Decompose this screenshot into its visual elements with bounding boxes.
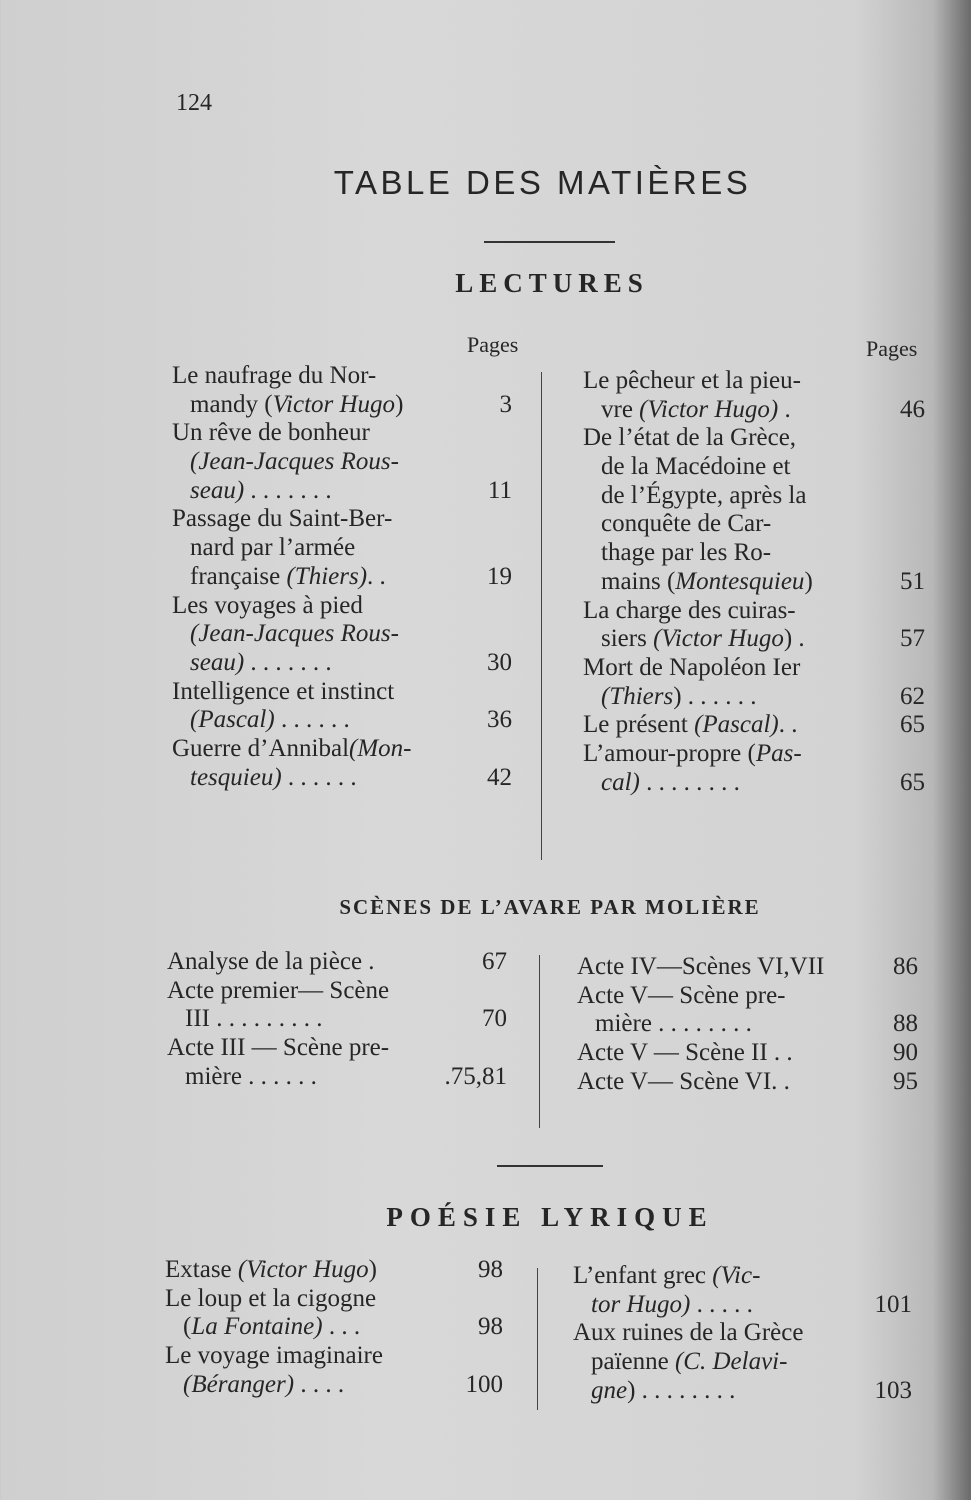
entry-text: L’enfant grec xyxy=(573,1262,713,1289)
toc-line xyxy=(583,424,925,453)
toc-line xyxy=(583,597,925,626)
author-text: (Thiers xyxy=(601,682,674,710)
toc-line xyxy=(172,534,512,563)
entry-text: De l’état de la Grèce, xyxy=(583,424,797,452)
page-ref: 100 xyxy=(465,1370,503,1398)
toc-line xyxy=(573,1348,912,1377)
author-text: Victor Hugo xyxy=(272,390,396,418)
toc-line xyxy=(583,769,925,798)
toc-line xyxy=(172,477,512,506)
entry-text: Acte V— Scène pre- xyxy=(577,981,786,1009)
page-ref: 36 xyxy=(487,706,512,734)
page-ref: 88 xyxy=(893,1010,918,1038)
page-ref: 30 xyxy=(487,648,512,676)
page-ref: 95 xyxy=(893,1067,918,1095)
entry-text: La charge des cuiras- xyxy=(583,596,796,624)
author-text: tor Hugo) xyxy=(591,1290,691,1318)
author-text: Pas- xyxy=(755,739,802,767)
toc-line xyxy=(583,396,925,425)
toc-line xyxy=(583,568,925,597)
entry-text: . . . . . . xyxy=(274,706,350,734)
page-ref: 101 xyxy=(874,1290,912,1318)
section-heading-lectures: LECTURES xyxy=(455,268,649,298)
toc-line xyxy=(577,1010,918,1039)
page-ref: 70 xyxy=(482,1005,507,1033)
author-text: Montesquieu xyxy=(675,567,805,595)
entry-text: Acte V — Scène II . . xyxy=(577,1039,793,1067)
author-text: La Fontaine) xyxy=(191,1313,323,1341)
pages-label-right: Pages xyxy=(866,336,918,361)
entry-text: . . . . xyxy=(294,1370,345,1398)
toc-line xyxy=(172,362,512,391)
toc-line xyxy=(583,482,925,511)
page-ref: 19 xyxy=(487,562,512,590)
page-number: 124 xyxy=(176,90,212,116)
toc-line xyxy=(172,620,512,649)
author-text: tesquieu) xyxy=(190,763,282,791)
column-divider xyxy=(541,372,542,457)
author-text: (Jean-Jacques Rous- xyxy=(190,448,399,476)
author-text: (Pascal) xyxy=(190,706,275,734)
page-ref: 98 xyxy=(478,1256,503,1283)
entry-text: Extase xyxy=(165,1256,238,1283)
entry-text: Mort de Napoléon Ier xyxy=(583,653,801,681)
entry-text: ) . xyxy=(783,625,805,653)
toc-line xyxy=(172,735,512,764)
entry-text: thage par les Ro- xyxy=(601,539,772,567)
entry-text: nard par l’armée xyxy=(190,534,356,562)
entry-text: Le voyage imaginaire xyxy=(165,1342,383,1370)
toc-line xyxy=(583,367,925,396)
page-ref: 103 xyxy=(874,1376,912,1404)
entry-text: ( xyxy=(183,1313,192,1341)
divider-rule xyxy=(497,1165,603,1167)
entry-text: Le présent xyxy=(583,711,695,739)
page-ref: 86 xyxy=(893,953,918,980)
entry-text: Intelligence et instinct xyxy=(172,677,395,705)
page-ref: 46 xyxy=(900,395,925,423)
divider-rule xyxy=(484,241,615,243)
author-text: (Mon- xyxy=(349,734,412,762)
toc-line xyxy=(165,1342,503,1371)
author-text: gne xyxy=(591,1376,628,1404)
page-ref: 90 xyxy=(893,1039,918,1067)
author-text: (Victor Hugo xyxy=(237,1256,369,1283)
entry-text: . . . . . . xyxy=(281,763,357,791)
entry-text: vre xyxy=(601,395,640,423)
entry-text: de l’Égypte, après la xyxy=(601,481,807,509)
entry-text: . . . . . xyxy=(690,1290,753,1318)
entry-text: païenne xyxy=(591,1348,675,1376)
author-text: seau) xyxy=(190,476,245,504)
entry-text: siers xyxy=(601,625,654,653)
entry-text: ) . . . . . . . . xyxy=(627,1376,736,1404)
toc-line xyxy=(573,1262,912,1291)
entry-text: Un rêve de bonheur xyxy=(172,419,370,447)
toc-line xyxy=(172,706,512,735)
toc-line xyxy=(172,592,512,621)
toc-line xyxy=(583,740,925,769)
entry-text: mandy ( xyxy=(190,390,273,418)
toc-column-left xyxy=(172,362,512,792)
entry-text: Guerre d’Annibal xyxy=(172,734,350,762)
entry-text: Le naufrage du Nor- xyxy=(172,362,377,389)
toc-line xyxy=(165,1313,503,1342)
entry-text: ) xyxy=(395,390,404,418)
entry-text: L’amour-propre ( xyxy=(583,739,756,767)
toc-line xyxy=(167,948,507,977)
column-divider xyxy=(541,455,542,860)
page-ref: 65 xyxy=(900,768,925,796)
toc-line xyxy=(165,1256,503,1285)
toc-line xyxy=(577,1039,918,1068)
toc-line xyxy=(583,625,925,654)
pages-label-left: Pages xyxy=(467,332,519,357)
entry-text: Les voyages à pied xyxy=(172,591,363,619)
toc-line xyxy=(167,1005,507,1034)
toc-line xyxy=(165,1285,503,1314)
author-text: (Thiers) xyxy=(286,562,368,590)
toc-line xyxy=(172,448,512,477)
toc-line xyxy=(577,982,918,1011)
page-ref: 57 xyxy=(900,625,925,653)
page-ref: 62 xyxy=(900,682,925,710)
author-text: seau) xyxy=(190,648,245,676)
entry-text: Analyse de la pièce . xyxy=(167,948,375,975)
toc-column-left xyxy=(167,948,507,1091)
author-text: (Victor Hugo xyxy=(653,625,784,653)
entry-text: Acte IV—Scènes VI,VII xyxy=(577,953,825,980)
entry-text: mains ( xyxy=(601,567,676,595)
entry-text: ) . . . . . . xyxy=(673,682,757,710)
entry-text: ) xyxy=(804,567,813,595)
toc-line xyxy=(165,1371,503,1400)
entry-text: . . . . . . . xyxy=(244,476,332,504)
entry-text: Passage du Saint-Ber- xyxy=(172,505,393,533)
toc-line xyxy=(583,453,925,482)
author-text: cal) xyxy=(601,768,640,796)
entry-text: III . . . . . . . . . xyxy=(185,1005,323,1033)
entry-text: . xyxy=(778,395,791,423)
toc-column-left xyxy=(165,1256,503,1399)
page-ref: 67 xyxy=(482,948,507,975)
toc-line xyxy=(172,649,512,678)
entry-text: conquête de Car- xyxy=(601,510,772,538)
toc-column-right xyxy=(577,953,918,1096)
author-text: (Jean-Jacques Rous- xyxy=(190,620,399,648)
entry-text: Acte premier— Scène xyxy=(167,976,390,1004)
entry-text: . . . . . . . . xyxy=(639,768,740,796)
entry-text: Le pêcheur et la pieu- xyxy=(583,367,801,394)
toc-line xyxy=(583,510,925,539)
entry-text: de la Macédoine et xyxy=(601,453,791,481)
entry-text: . . . . . . . xyxy=(244,648,332,676)
page-ref: 98 xyxy=(478,1313,503,1341)
toc-line xyxy=(583,654,925,683)
toc-line xyxy=(172,391,512,420)
toc-line xyxy=(167,1063,507,1092)
page-ref: 51 xyxy=(900,567,925,595)
entry-text: . . . xyxy=(322,1313,361,1341)
toc-line xyxy=(167,1034,507,1063)
page-ref: .75,81 xyxy=(444,1062,507,1090)
entry-text: Acte V— Scène VI. . xyxy=(577,1067,790,1095)
section-heading-poesie: POÉSIE LYRIQUE xyxy=(386,1202,714,1232)
author-text: (Victor Hugo) xyxy=(639,395,779,423)
column-divider xyxy=(537,1268,538,1410)
page-title: TABLE DES MATIÈRES xyxy=(333,164,752,201)
entry-text: mière . . . . . . xyxy=(185,1062,317,1090)
toc-line xyxy=(172,563,512,592)
page-ref: 65 xyxy=(900,711,925,739)
page-ref: 3 xyxy=(499,390,512,418)
toc-line xyxy=(577,953,918,982)
section-heading-scenes: SCÈNES DE L’AVARE PAR MOLIÈRE xyxy=(339,895,761,919)
entry-text: Acte III — Scène pre- xyxy=(167,1034,390,1062)
author-text: (Vic- xyxy=(712,1262,761,1289)
entry-text: française xyxy=(190,562,287,590)
entry-text: . . xyxy=(367,562,386,590)
author-text: (Béranger) xyxy=(183,1370,295,1398)
entry-text: Le loup et la cigogne xyxy=(165,1284,377,1312)
entry-text: ) xyxy=(368,1256,377,1283)
toc-line xyxy=(172,505,512,534)
entry-text: mière . . . . . . . . xyxy=(595,1010,752,1038)
entry-text: Aux ruines de la Grèce xyxy=(573,1319,804,1347)
author-text: (C. Delavi- xyxy=(674,1348,788,1376)
toc-line xyxy=(172,764,512,793)
toc-line xyxy=(583,683,925,712)
author-text: (Pascal) xyxy=(694,711,779,739)
page-ref: 11 xyxy=(487,476,512,504)
toc-line xyxy=(172,419,512,448)
toc-line xyxy=(573,1319,912,1348)
toc-line xyxy=(583,711,925,740)
toc-line xyxy=(577,1068,918,1097)
toc-line xyxy=(167,977,507,1006)
toc-line xyxy=(573,1377,912,1406)
entry-text: . . xyxy=(778,711,798,739)
toc-line xyxy=(573,1291,912,1320)
toc-line xyxy=(172,678,512,707)
page-ref: 42 xyxy=(487,763,512,791)
column-divider xyxy=(539,955,540,1128)
toc-line xyxy=(583,539,925,568)
toc-column-right xyxy=(583,367,925,797)
toc-column-right xyxy=(573,1262,912,1405)
